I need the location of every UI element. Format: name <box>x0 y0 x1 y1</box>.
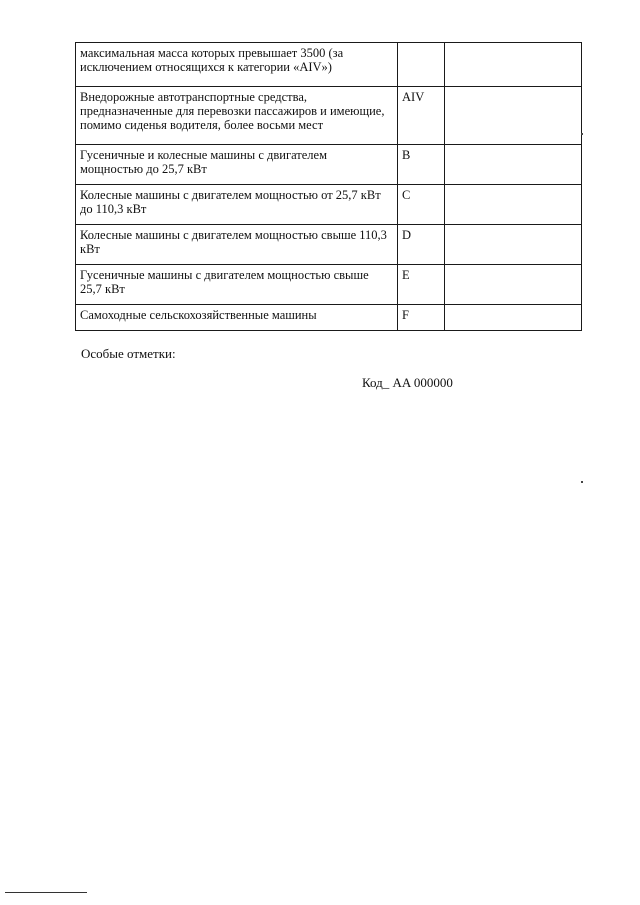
category-code <box>398 43 445 87</box>
category-description: Самоходные сельскохозяйственные машины <box>76 305 398 331</box>
category-mark-cell <box>445 43 582 87</box>
category-mark-cell <box>445 87 582 145</box>
table-row <box>76 225 582 265</box>
category-description: Гусеничные и колесные машины с двигателем мощностью до 25,7 кВт <box>76 145 398 185</box>
category-mark-cell <box>445 185 582 225</box>
scan-speck <box>581 133 583 135</box>
category-description: Внедорожные автотранспортные средства, предназначенные для перевозки пассажиров и имеющие, помимо сиденья водителя, более восьми мест <box>76 87 398 145</box>
table-row <box>76 87 582 145</box>
category-code: AIV <box>398 87 445 145</box>
category-mark-cell <box>445 145 582 185</box>
category-mark-cell <box>445 305 582 331</box>
table-row <box>76 43 582 87</box>
category-mark-cell <box>445 225 582 265</box>
category-description: максимальная масса которых превышает 3500 (за исключением относящихся к категории «AIV») <box>76 43 398 87</box>
special-notes-label: Особые отметки: <box>81 346 176 361</box>
category-code: C <box>398 185 445 225</box>
category-description: Колесные машины с двигателем мощностью свыше 110,3 кВт <box>76 225 398 265</box>
category-description: Колесные машины с двигателем мощностью от 25,7 кВт до 110,3 кВт <box>76 185 398 225</box>
table-row <box>76 265 582 305</box>
footnote-divider <box>5 892 87 893</box>
categories-table <box>75 42 582 331</box>
category-code: B <box>398 145 445 185</box>
document-code: Код_ AA 000000 <box>362 375 453 390</box>
category-mark-cell <box>445 265 582 305</box>
category-code: D <box>398 225 445 265</box>
category-code: F <box>398 305 445 331</box>
table-row <box>76 305 582 331</box>
table-row <box>76 145 582 185</box>
scan-speck <box>581 481 583 483</box>
category-description: Гусеничные машины с двигателем мощностью свыше 25,7 кВт <box>76 265 398 305</box>
category-code: E <box>398 265 445 305</box>
table-row <box>76 185 582 225</box>
